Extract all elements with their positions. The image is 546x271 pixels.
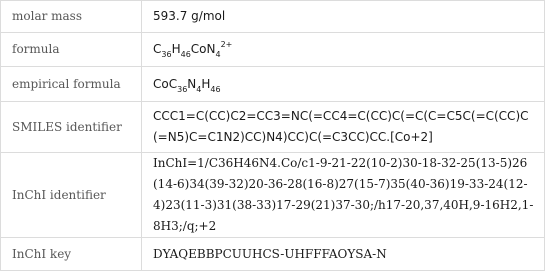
formula-element-con: CoN <box>190 42 216 56</box>
formula-count-c: 36 <box>161 50 172 59</box>
row-label-formula: formula <box>1 33 142 67</box>
formula-count-n: 4 <box>215 50 221 59</box>
table-row <box>1 153 545 238</box>
table-row <box>1 67 545 102</box>
empirical-element-n: N <box>187 76 197 91</box>
empirical-count-c: 36 <box>177 84 188 94</box>
row-label-molar-mass: molar mass <box>1 1 142 33</box>
formula-element-c: C <box>153 42 162 56</box>
table-row <box>1 1 545 33</box>
row-value-inchi-key: DYAQEBBPCUUHCS-UHFFFAOYSA-N <box>142 238 545 271</box>
row-value-molar-mass: 593.7 g/mol <box>142 1 545 33</box>
row-value-formula <box>142 33 545 67</box>
formula-charge: 2+ <box>220 40 233 49</box>
row-label-inchi-key: InChI key <box>1 238 142 271</box>
table-row <box>1 238 545 271</box>
formula-element-h: H <box>171 42 181 56</box>
row-value-smiles: CCC1=C(CC)C2=CC3=NC(=CC4=C(CC)C(=C(C=C5C(=C(CC)C(=N5)C=C1N2)CC)N4)CC)C(=C3CC)CC.[Co+2] <box>142 102 545 153</box>
row-value-inchi: InChI=1/C36H46N4.Co/c1-9-21-22(10-2)30-18-32-25(13-5)26(14-6)34(39-32)20-36-28(16-8)27(15-7)35(40-36)19-33-24(12-4)23(11-3)31(38-33)17-29(21)37-30;/h17-20,37,40H,9-16H2,1-8H3;/q;+2 <box>142 153 545 238</box>
row-value-empirical-formula <box>142 67 545 102</box>
empirical-element-h: H <box>201 76 211 91</box>
row-label-smiles: SMILES identifier <box>1 102 142 153</box>
row-label-inchi: InChI identifier <box>1 153 142 238</box>
formula-count-h: 46 <box>180 50 191 59</box>
empirical-count-n: 4 <box>196 84 202 94</box>
table-row <box>1 102 545 153</box>
row-label-empirical-formula: empirical formula <box>1 67 142 102</box>
empirical-count-h: 46 <box>210 84 221 94</box>
empirical-element-coc: CoC <box>153 76 178 91</box>
table-row <box>1 33 545 67</box>
